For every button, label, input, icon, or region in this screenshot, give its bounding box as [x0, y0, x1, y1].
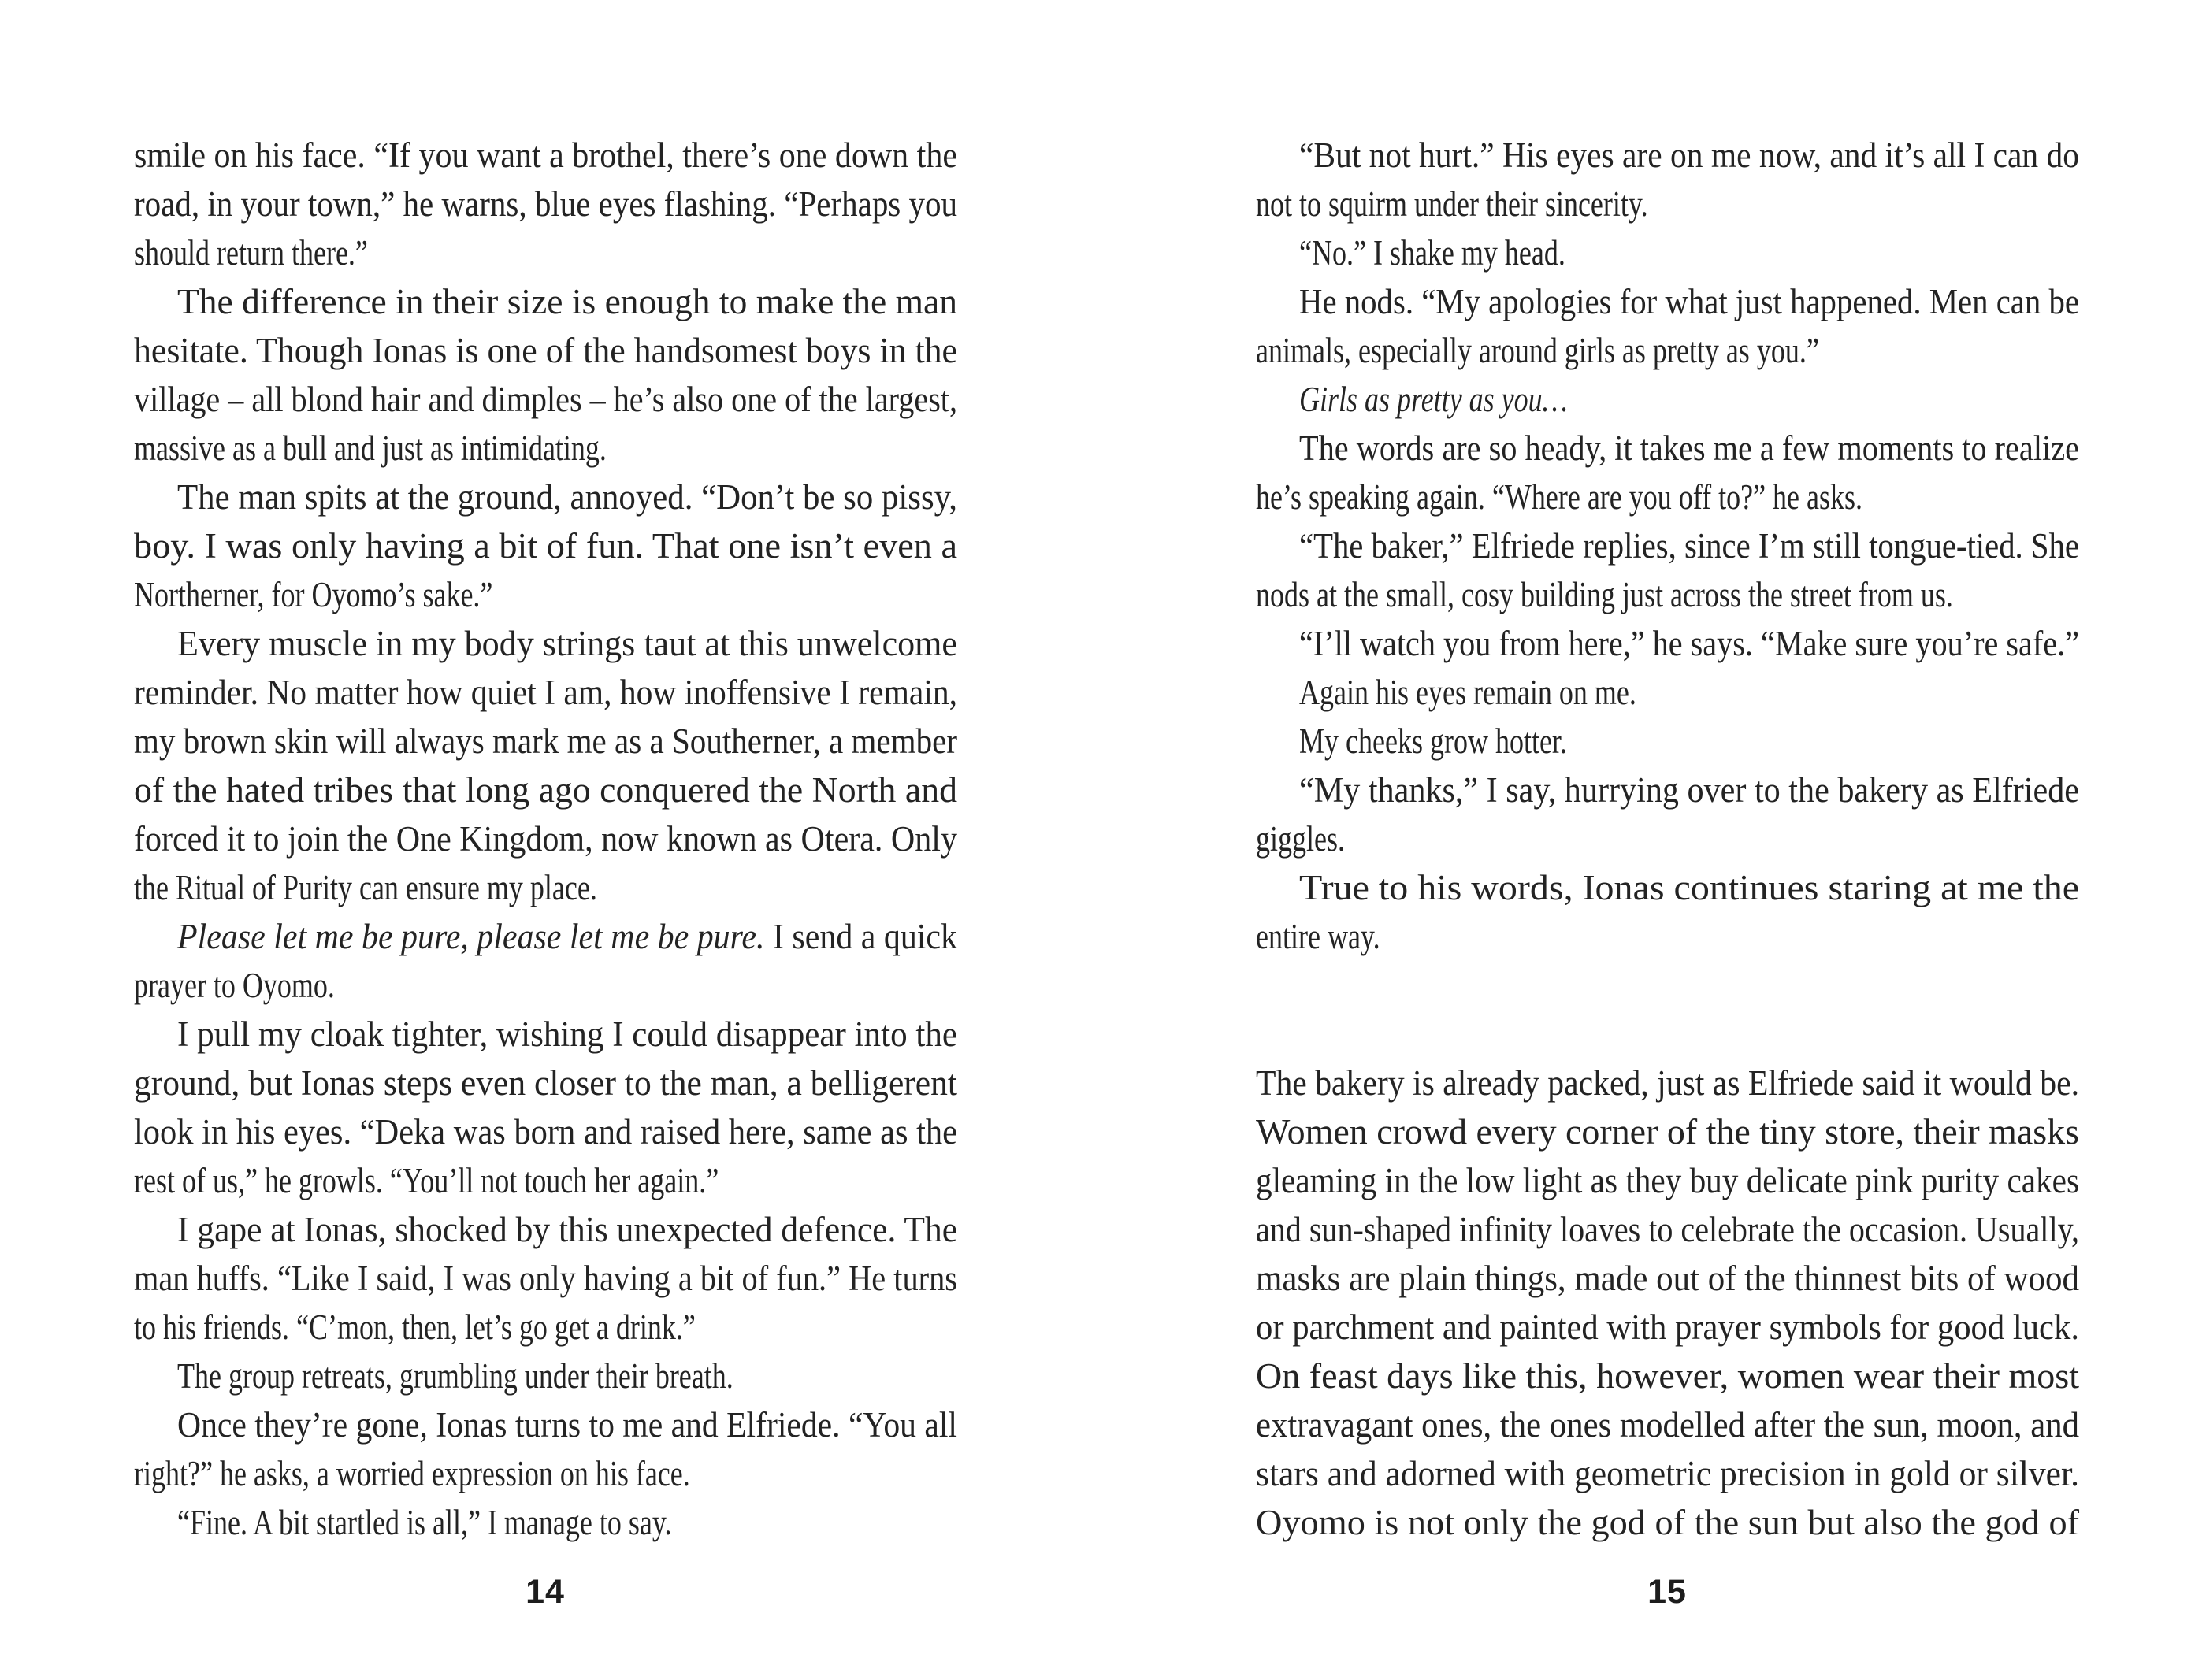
line-text [1299, 228, 1565, 277]
line-segment: On feast days like this, however, women wear their most [1256, 1356, 2079, 1396]
text-line [134, 1498, 957, 1547]
line-text [1256, 814, 1345, 863]
line-segment: my brown skin will always mark me as a Southerner, a member [134, 721, 957, 761]
line-segment: should return there.” [134, 233, 368, 273]
line-text [1299, 766, 2079, 814]
text-line [1256, 1107, 2079, 1156]
line-segment: smile on his face. “If you want a brothel, there’s one down the [134, 135, 957, 175]
text-line [134, 1352, 957, 1400]
line-segment: nods at the small, cosy building just across the street from us. [1256, 575, 1953, 614]
text-line [134, 766, 957, 814]
text-line [134, 668, 957, 717]
page-right [1256, 0, 2079, 1680]
line-text [134, 863, 597, 912]
text-line [134, 131, 957, 180]
line-segment: entire way. [1256, 917, 1380, 956]
text-line [1256, 619, 2079, 668]
text-line [134, 375, 957, 424]
line-text [1256, 326, 1819, 375]
line-text [134, 521, 957, 570]
line-segment: gleaming in the low light as they buy delicate pink purity cakes [1256, 1161, 2079, 1200]
line-segment: he’s speaking again. “Where are you off to?” he asks. [1256, 477, 1863, 517]
text-line [134, 863, 957, 912]
line-segment: giggles. [1256, 819, 1345, 859]
text-line [1256, 570, 2079, 619]
line-text [177, 1498, 672, 1547]
line-segment: hesitate. Though Ionas is one of the handsomest boys in the [134, 331, 957, 370]
text-line [134, 570, 957, 619]
line-text [1299, 131, 2079, 180]
line-text [1256, 1352, 2079, 1400]
line-segment: “No.” I shake my head. [1299, 233, 1565, 273]
line-segment: I pull my cloak tighter, wishing I could disappear into the [177, 1014, 957, 1054]
line-segment: right?” he asks, a worried expression on his face. [134, 1454, 690, 1493]
text-line [134, 228, 957, 277]
line-segment: look in his eyes. “Deka was born and raised here, same as the [134, 1112, 957, 1152]
line-text [134, 570, 492, 619]
line-text [134, 1254, 957, 1303]
text-line [134, 180, 957, 228]
text-line [1256, 180, 2079, 228]
line-segment: stars and adorned with geometric precision in gold or silver. [1256, 1454, 2079, 1493]
text-line [134, 619, 957, 668]
line-text [134, 131, 957, 180]
line-segment: “My thanks,” I say, hurrying over to the bakery as Elfriede [1299, 770, 2079, 810]
text-line [134, 521, 957, 570]
text-line [134, 1010, 957, 1059]
text-line [1256, 912, 2079, 961]
page-left [134, 0, 957, 1680]
line-text [134, 424, 607, 473]
line-segment: Once they’re gone, Ionas turns to me and Elfriede. “You all [177, 1405, 957, 1445]
line-text [134, 668, 957, 717]
text-line [134, 424, 957, 473]
line-segment: The difference in their size is enough to make the man [177, 282, 957, 321]
text-line [1256, 473, 2079, 521]
text-line [1256, 1059, 2079, 1107]
text-line [134, 912, 957, 961]
line-text [134, 1059, 957, 1107]
line-text [1299, 863, 2079, 912]
line-segment: The man spits at the ground, annoyed. “Don’t be so pissy, [177, 477, 957, 517]
line-text [134, 1449, 690, 1498]
line-segment: “But not hurt.” His eyes are on me now, and it’s all I can do [1299, 135, 2079, 175]
line-segment: I send a quick [764, 917, 957, 956]
text-line [134, 1254, 957, 1303]
italic-text: Girls as pretty as you… [1299, 380, 1568, 419]
text-line [134, 1107, 957, 1156]
page-number-right: 15 [1647, 1573, 1687, 1611]
line-text [1256, 1254, 2079, 1303]
line-text [134, 1107, 957, 1156]
line-segment: animals, especially around girls as pretty as you.” [1256, 331, 1819, 370]
line-text [177, 1352, 733, 1400]
line-segment: of the hated tribes that long ago conquered the North and [134, 770, 957, 810]
line-segment: True to his words, Ionas continues staring at me the [1299, 868, 2079, 907]
line-text [1256, 1107, 2079, 1156]
line-segment: man huffs. “Like I said, I was only having a bit of fun.” He turns [134, 1259, 957, 1298]
text-line [1256, 814, 2079, 863]
line-segment: the Ritual of Purity can ensure my place. [134, 868, 597, 907]
line-text [177, 473, 957, 521]
text-line [134, 1303, 957, 1352]
line-segment: not to squirm under their sincerity. [1256, 184, 1648, 224]
text-line [134, 277, 957, 326]
text-line [1256, 375, 2079, 424]
line-text [134, 228, 368, 277]
line-text [1256, 912, 1380, 961]
blank-line [1256, 961, 2079, 1010]
line-text [1299, 521, 2079, 570]
line-segment: I gape at Ionas, shocked by this unexpected defence. The [177, 1210, 957, 1249]
line-text [1256, 1400, 2079, 1449]
line-text [1299, 717, 1567, 766]
line-segment: reminder. No matter how quiet I am, how inoffensive I remain, [134, 673, 957, 712]
line-segment: “I’ll watch you from here,” he says. “Make sure you’re safe.” [1299, 624, 2079, 663]
line-segment: to his friends. “C’mon, then, let’s go get a drink.” [134, 1307, 696, 1347]
text-line [1256, 863, 2079, 912]
line-text [1256, 1156, 2079, 1205]
line-text [177, 912, 957, 961]
text-line [1256, 326, 2079, 375]
text-line [1256, 1449, 2079, 1498]
text-line [134, 1205, 957, 1254]
blank-line [1256, 1010, 2079, 1059]
text-line [1256, 1254, 2079, 1303]
line-text [1256, 1059, 2079, 1107]
text-line [134, 1059, 957, 1107]
line-text [1299, 277, 2079, 326]
line-segment: massive as a bull and just as intimidating. [134, 428, 607, 468]
text-line [1256, 1400, 2079, 1449]
page-right-text-block [1256, 131, 2079, 1547]
line-segment: extravagant ones, the ones modelled after the sun, moon, and [1256, 1405, 2079, 1445]
text-line [1256, 521, 2079, 570]
line-text [1299, 619, 2079, 668]
line-segment: village – all blond hair and dimples – he’s also one of the largest, [134, 380, 957, 419]
line-segment: road, in your town,” he warns, blue eyes flashing. “Perhaps you [134, 184, 957, 224]
text-line [134, 326, 957, 375]
text-line [1256, 766, 2079, 814]
line-text [1256, 1205, 2079, 1254]
line-segment: Northerner, for Oyomo’s sake.” [134, 575, 493, 614]
line-text [134, 717, 957, 766]
line-text [134, 766, 957, 814]
text-line [134, 717, 957, 766]
line-segment: The group retreats, grumbling under their breath. [177, 1356, 733, 1396]
text-line [134, 473, 957, 521]
line-text [134, 961, 335, 1010]
line-segment: The bakery is already packed, just as Elfriede said it would be. [1256, 1063, 2079, 1103]
text-line [1256, 1205, 2079, 1254]
line-segment: Again his eyes remain on me. [1299, 673, 1636, 712]
page-left-text-block [134, 131, 957, 1547]
line-segment: and sun-shaped infinity loaves to celebrate the occasion. Usually, [1256, 1210, 2079, 1249]
text-line [1256, 228, 2079, 277]
line-segment: “Fine. A bit startled is all,” I manage to say. [177, 1503, 672, 1542]
line-text [134, 1303, 696, 1352]
text-line [134, 1400, 957, 1449]
text-line [1256, 277, 2079, 326]
line-segment: or parchment and painted with prayer symbols for good luck. [1256, 1307, 2079, 1347]
line-segment: rest of us,” he growls. “You’ll not touch her again.” [134, 1161, 719, 1200]
line-text [1256, 473, 1862, 521]
line-segment: masks are plain things, made out of the thinnest bits of wood [1256, 1259, 2079, 1298]
line-segment: He nods. “My apologies for what just happened. Men can be [1299, 282, 2079, 321]
text-line [1256, 1352, 2079, 1400]
line-text [177, 1010, 957, 1059]
text-line [1256, 668, 2079, 717]
line-text [1256, 1303, 2079, 1352]
line-text [1299, 375, 1568, 424]
text-line [134, 1156, 957, 1205]
line-text [177, 1205, 957, 1254]
line-text [177, 619, 957, 668]
line-segment: My cheeks grow hotter. [1299, 721, 1567, 761]
text-line [1256, 717, 2079, 766]
page-number-left: 14 [526, 1573, 565, 1611]
line-text [1256, 570, 1953, 619]
text-line [1256, 424, 2079, 473]
line-text [1256, 1449, 2079, 1498]
line-text [134, 326, 957, 375]
line-text [177, 277, 957, 326]
line-text [134, 180, 957, 228]
line-segment: forced it to join the One Kingdom, now known as Otera. Only [134, 819, 957, 859]
text-line [1256, 1303, 2079, 1352]
line-text [134, 1156, 719, 1205]
text-line [1256, 1498, 2079, 1547]
line-text [1256, 180, 1648, 228]
text-line [134, 961, 957, 1010]
line-text [177, 1400, 957, 1449]
line-text [1299, 668, 1636, 717]
line-segment: The words are so heady, it takes me a few moments to realize [1299, 428, 2079, 468]
text-line [1256, 1156, 2079, 1205]
line-segment: prayer to Oyomo. [134, 966, 335, 1005]
text-line [1256, 131, 2079, 180]
line-segment: Women crowd every corner of the tiny store, their masks [1256, 1112, 2079, 1152]
line-text [134, 375, 957, 424]
line-segment: ground, but Ionas steps even closer to the man, a belligerent [134, 1063, 957, 1103]
text-line [134, 814, 957, 863]
line-text [1299, 424, 2079, 473]
line-segment: Every muscle in my body strings taut at this unwelcome [177, 624, 957, 663]
line-text [1256, 1498, 2079, 1547]
line-segment: boy. I was only having a bit of fun. That one isn’t even a [134, 526, 957, 566]
line-segment: “The baker,” Elfriede replies, since I’m still tongue-tied. She [1299, 526, 2079, 566]
line-segment: Oyomo is not only the god of the sun but also the god of [1256, 1503, 2079, 1542]
text-line [134, 1449, 957, 1498]
italic-text: Please let me be pure, please let me be pure. [177, 917, 765, 956]
line-text [134, 814, 957, 863]
